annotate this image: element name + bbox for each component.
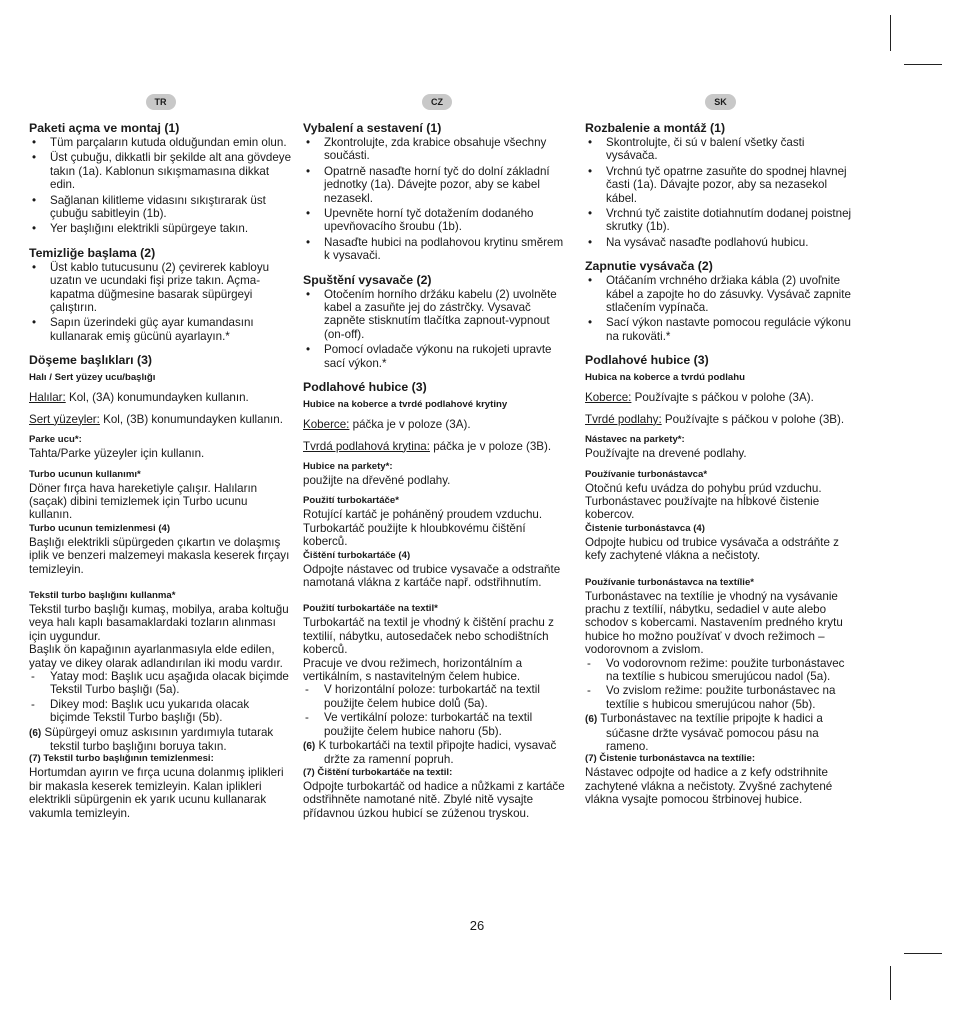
subheading: Čistenie turbonástavca (4): [585, 522, 705, 534]
section-unpacking: [29, 121, 292, 236]
step-text: Süpürgeyi omuz askısının yardımıyla tutarak tekstil turbo başlığını boruya takın.: [41, 725, 274, 753]
crop-mark-bottom-vertical: [890, 966, 891, 1000]
list-item: • Sací výkon nastavte pomocou regulácie výkonu na rukoväti.*: [585, 316, 856, 343]
subheading: Používanie turbonástavca*: [585, 468, 708, 480]
list-item: • Na vysávač nasaďte podlahovú hubicu.: [585, 236, 856, 249]
subheading: Tekstil turbo başlığını kullanma*: [29, 589, 176, 601]
carpet-label: Koberce:: [303, 418, 350, 432]
language-badge: CZ: [422, 94, 452, 110]
paragraph: Nástavec odpojte od hadice a z kefy odstrihnite zachytené vlákna a nečistoty. Zvyšné zachytené vlákna vysajte pomocou štrbinovej hubice.: [585, 766, 833, 807]
carpet-label: Halılar:: [29, 391, 66, 405]
column-slovak: [585, 94, 856, 817]
section-title: Rozbalenie a montáž (1): [585, 121, 726, 135]
section-start-cleaning: [585, 259, 856, 343]
subheading: Použití turbokartáče na textil*: [303, 603, 438, 615]
section-floor-nozzles: [585, 353, 856, 806]
paragraph: Tahta/Parke yüzeyler için kullanın.: [29, 447, 205, 461]
column-czech: [303, 94, 571, 830]
paragraph: Otočnú kefu uvádza do pohybu prúd vzduchu. Turbonástavec používajte na hĺbkové čistenie kobercov.: [585, 481, 822, 522]
section-unpacking: [585, 121, 856, 249]
carpet-text: Kol, (3A) konumundayken kullanın.: [65, 391, 249, 405]
subheading: Čištění turbokartáče (4): [303, 549, 411, 561]
paragraph: použijte na dřevěné podlahy.: [303, 473, 451, 487]
list-item: • Tüm parçaların kutuda olduğundan emin olun.: [29, 136, 292, 149]
column-turkish: [29, 94, 292, 830]
list-item: • Vrchnú tyč zaistite dotiahnutím dodanej poistnej skrutky (1b).: [585, 207, 856, 234]
step-text: Turbonástavec na textílie pripojte k hadici a súčasne držte vysávač pomocou pásu na rameno.: [597, 712, 823, 753]
language-badge: SK: [705, 94, 736, 110]
subheading: Parke ucu*:: [29, 434, 82, 446]
section-title: Zapnutie vysávača (2): [585, 259, 713, 274]
crop-mark-top-horizontal: [904, 64, 942, 65]
list-item: - Vo vodorovnom režime: použite turbonástavec na textílie s hubicou smerujúcou nadol (5a).: [585, 657, 856, 684]
section-title: Podlahové hubice (3): [585, 353, 709, 368]
hard-floor-label: Sert yüzeyler:: [29, 412, 100, 426]
list-item: • Üst çubuğu, dikkatli bir şekilde alt ana gövdeye takın (1a). Kablonun sıkışmamasına dikkat edin.: [29, 151, 292, 191]
crop-mark-top-vertical: [890, 15, 891, 51]
subheading: Nástavec na parkety*:: [585, 434, 685, 446]
section-title: Paketi açma ve montaj (1): [29, 121, 180, 135]
section-floor-nozzles: [303, 380, 571, 820]
list-item: • Skontrolujte, či sú v balení všetky časti vysávača.: [585, 136, 856, 163]
section-title: Temizliğe başlama (2): [29, 245, 156, 260]
step-number: (6): [303, 741, 316, 752]
subheading: Turbo ucunun kullanımı*: [29, 468, 141, 480]
paragraph: Odpojte turbokartáč od hadice a nůžkami z kartáče odstřihněte namotané nitě. Zbylé nitě vysajte přídavnou úzkou hubicí se zúženou tryskou.: [303, 779, 565, 820]
subheading: Hubice na koberce a tvrdé podlahové krytiny: [303, 399, 508, 411]
section-unpacking: [303, 121, 571, 263]
subheading: Používanie turbonástavca na textílie*: [585, 576, 755, 588]
carpet-text: Používajte s páčkou v polohe (3A).: [631, 391, 814, 405]
paragraph: Turbokartáč na textil je vhodný k čištění prachu z textilií, nábytku, autosedaček nebo schodištních koberců. Pracuje ve dvou režimech, horizontálním a vertikálním, s nastavitelným čelem hubice.: [303, 616, 554, 683]
subheading: Hubica na koberce a tvrdú podlahu: [585, 372, 745, 384]
paragraph: Tekstil turbo başlığı kumaş, mobilya, araba koltuğu veya halı kaplı basamaklardaki tozların alınması için uygundur. Başlık ön kapağının ayarlanmasıyla elde edilen, yatay ve dikey olarak adlandırılan iki modu vardır.: [29, 602, 289, 670]
subheading: Použití turbokartáče*: [303, 495, 399, 507]
hard-floor-text: Kol, (3B) konumundayken kullanın.: [99, 412, 283, 426]
step-number: (6): [585, 714, 598, 726]
crop-mark-bottom-horizontal: [904, 953, 942, 954]
paragraph: Používajte na drevené podlahy.: [585, 447, 747, 461]
page-number: 26: [469, 918, 485, 933]
language-badge: TR: [146, 94, 176, 110]
section-floor-nozzles: [29, 353, 292, 820]
list-item: • Sağlanan kilitleme vidasını sıkıştırarak üst çubuğu sabitleyin (1b).: [29, 194, 292, 221]
subheading: Halı / Sert yüzey ucu/başlığı: [29, 372, 156, 384]
paragraph: Odpojte nástavec od trubice vysavače a odstraňte namotaná vlákna z kartáče např. odstřihnutím.: [303, 562, 561, 589]
list-item: • Zkontrolujte, zda krabice obsahuje všechny součásti.: [303, 136, 571, 163]
paragraph: Rotující kartáč je poháněný proudem vzduchu. Turbokartáč použijte k hloubkovému čištění koberců.: [303, 508, 543, 549]
paragraph: Başlığı elektrikli süpürgeden çıkartın ve dolaşmış iplik ve benzeri malzemeyi makasla keserek fırçayı temizleyin.: [29, 535, 290, 576]
hard-floor-text: Používajte s páčkou v polohe (3B).: [661, 412, 845, 426]
section-title: Spuštění vysavače (2): [303, 272, 432, 287]
step-number: (6): [29, 727, 42, 739]
paragraph: Hortumdan ayırın ve fırça ucuna dolanmış iplikleri bir makasla keserek temizleyin. Kalan iplikleri elektrikli süpürgenin ek yarık ucunu kullanarak vakumla temizleyin.: [29, 766, 284, 820]
carpet-label: Koberce:: [585, 391, 632, 405]
list-item: - Yatay mod: Başlık ucu aşağıda olacak biçimde Tekstil Turbo başlığı (5a).: [29, 670, 292, 697]
list-item: • Sapın üzerindeki güç ayar kumandasını kullanarak emiş gücünü ayarlayın.*: [29, 316, 292, 343]
list-item: - Vo zvislom režime: použite turbonástavec na textílie s hubicou smerujúcou nahor (5b).: [585, 684, 856, 711]
list-item: • Upevněte horní tyč dotažením dodaného upevňovacího šroubu (1b).: [303, 207, 571, 234]
section-start-cleaning: [303, 273, 571, 370]
paragraph: Döner fırça hava hareketiyle çalışır. Halıların (saçak) dibini temizlemek için Turbo ucunu kullanın.: [29, 481, 258, 522]
list-item: - Dikey mod: Başlık ucu yukarıda olacak biçimde Tekstil Turbo başlığı (5b).: [29, 698, 292, 725]
list-item: • Otočením horního držáku kabelu (2) uvolněte kabel a zasuňte jej do zástrčky. Vysavač zapněte stisknutím tlačítka zapnout-vypnout (on-off).: [303, 288, 571, 342]
step-text: K turbokartáči na textil připojte hadici, vysavač držte za ramenní popruh.: [315, 739, 557, 767]
list-item: • Vrchnú tyč opatrne zasuňte do spodnej hlavnej časti (1a). Dávajte pozor, aby sa nezasekol kábel.: [585, 165, 856, 205]
paragraph: Odpojte hubicu od trubice vysávača a odstráňte z kefy zachytené vlákna a nečistoty.: [585, 535, 839, 563]
list-item: • Otáčaním vrchného držiaka kábla (2) uvoľnite kábel a zapojte ho do zásuvky. Vysávač zapnite stlačením vypínača.: [585, 274, 856, 314]
subheading: Hubice na parkety*:: [303, 460, 393, 472]
section-start-cleaning: [29, 246, 292, 343]
section-title: Podlahové hubice (3): [303, 380, 427, 395]
hard-floor-label: Tvrdé podlahy:: [585, 412, 662, 426]
list-item: - Ve vertikální poloze: turbokartáč na textil použijte čelem hubice nahoru (5b).: [303, 711, 571, 738]
list-item: • Üst kablo tutucusunu (2) çevirerek kabloyu uzatın ve ucundaki fişi prize takın. Açma-kapatma düğmesine basarak süpürgeyi çalıştırın.: [29, 261, 292, 315]
subheading: Turbo ucunun temizlenmesi (4): [29, 522, 171, 534]
list-item: • Yer başlığını elektrikli süpürgeye takın.: [29, 222, 292, 235]
paragraph: Turbonástavec na textílie je vhodný na vysávanie prachu z textílií, nábytku, sedadiel v aute alebo schodov s kobercami. Nastavením predného krytu hubice ho možno používať v dvoch režimoch – vodorovnom a zvislom.: [585, 589, 843, 657]
subheading: (7) Čistenie turbonástavca na textílie:: [585, 753, 756, 765]
list-item: • Pomocí ovladače výkonu na rukojeti upravte sací výkon.*: [303, 343, 571, 370]
hard-floor-label: Tvrdá podlahová krytina:: [303, 439, 430, 453]
carpet-text: páčka je v poloze (3A).: [349, 418, 471, 432]
subheading: (7) Čištění turbokartáče na textil:: [303, 766, 453, 778]
list-item: - V horizontální poloze: turbokartáč na textil použijte čelem hubice dolů (5a).: [303, 683, 571, 710]
list-item: • Nasaďte hubici na podlahovou krytinu směrem k vysavači.: [303, 236, 571, 263]
section-title: Vybalení a sestavení (1): [303, 121, 442, 135]
subheading: (7) Tekstil turbo başlığının temizlenmesi:: [29, 753, 214, 765]
list-item: • Opatrně nasaďte horní tyč do dolní základní jednotky (1a). Dávejte pozor, aby se kabel nezasekl.: [303, 165, 571, 205]
hard-floor-text: páčka je v poloze (3B).: [429, 439, 552, 453]
section-title: Döşeme başlıkları (3): [29, 353, 153, 368]
